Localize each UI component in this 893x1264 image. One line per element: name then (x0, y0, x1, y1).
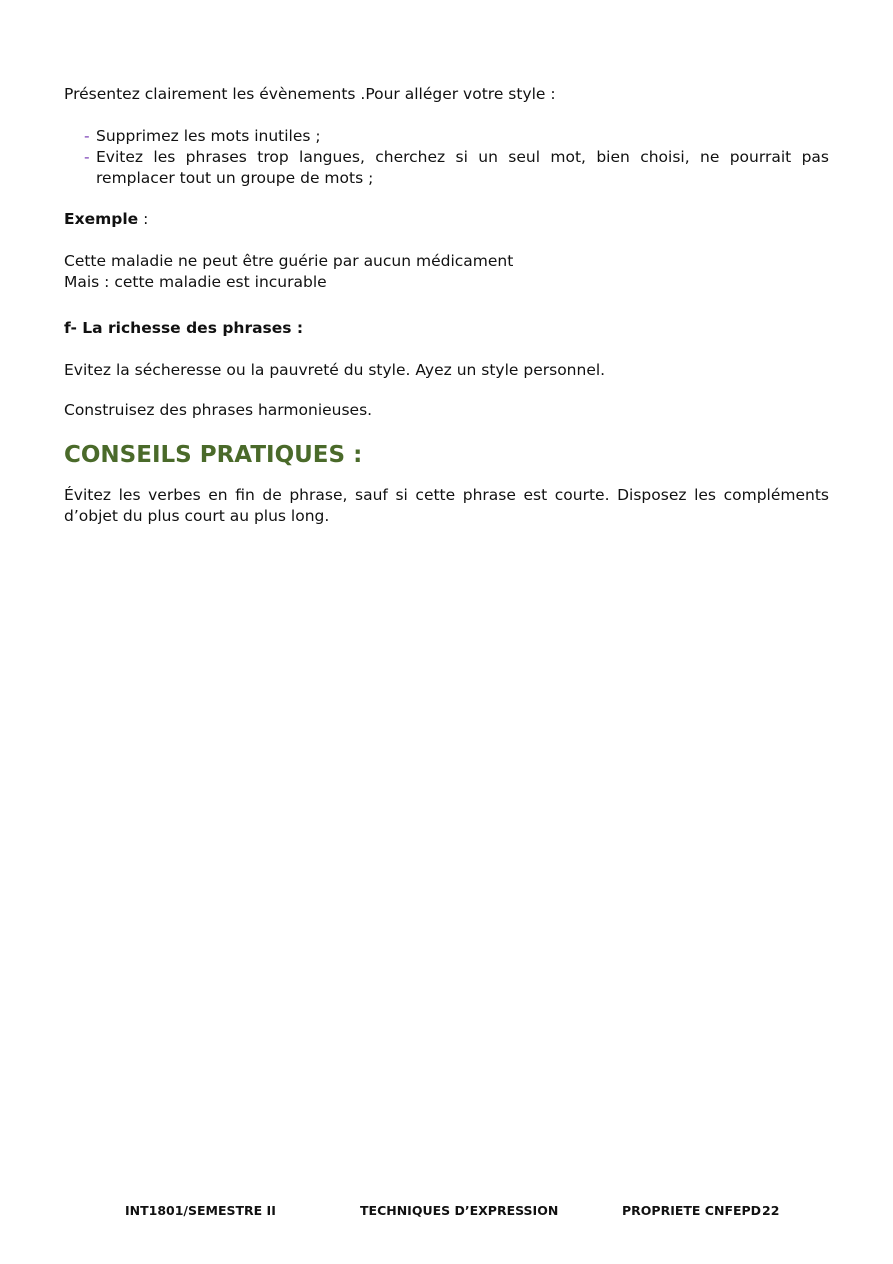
example-label-colon: : (138, 210, 149, 228)
example-line-2: Mais : cette maladie est incurable (64, 273, 327, 291)
conseils-paragraph: Évitez les verbes en fin de phrase, sauf si cette phrase est courte. Disposez les compléments d’objet du plus court au plus long. (64, 486, 829, 525)
example-block (64, 251, 829, 293)
footer-course-title: TECHNIQUES D’EXPRESSION (360, 1203, 559, 1218)
bullet-list (64, 126, 829, 189)
list-item-text: Evitez les phrases trop langues, cherchez si un seul mot, bien choisi, ne pourrait pas remplacer tout un groupe de mots ; (96, 148, 829, 187)
footer-owner: PROPRIETE CNFEPD (622, 1203, 762, 1218)
example-line-1: Cette maladie ne peut être guérie par aucun médicament (64, 252, 514, 270)
intro-paragraph: Présentez clairement les évènements .Pour alléger votre style : (64, 85, 556, 103)
bullet-dash: - (84, 148, 90, 166)
footer-page-number: 22 (762, 1203, 780, 1218)
list-item-text: Supprimez les mots inutiles ; (96, 127, 321, 145)
subsection-paragraph-2: Construisez des phrases harmonieuses. (64, 401, 373, 419)
example-label-text: Exemple (64, 210, 139, 228)
footer-course-code: INT1801/SEMESTRE II (125, 1203, 276, 1218)
subsection-heading: f- La richesse des phrases : (64, 319, 304, 337)
subsection-paragraph-1: Evitez la sécheresse ou la pauvreté du style. Ayez un style personnel. (64, 361, 606, 379)
example-label (64, 209, 829, 230)
section-title: CONSEILS PRATIQUES : (64, 442, 363, 468)
page-footer (0, 1203, 893, 1223)
list-item (64, 126, 829, 147)
bullet-dash: - (84, 127, 90, 145)
document-page (64, 84, 829, 527)
list-item (64, 147, 829, 189)
